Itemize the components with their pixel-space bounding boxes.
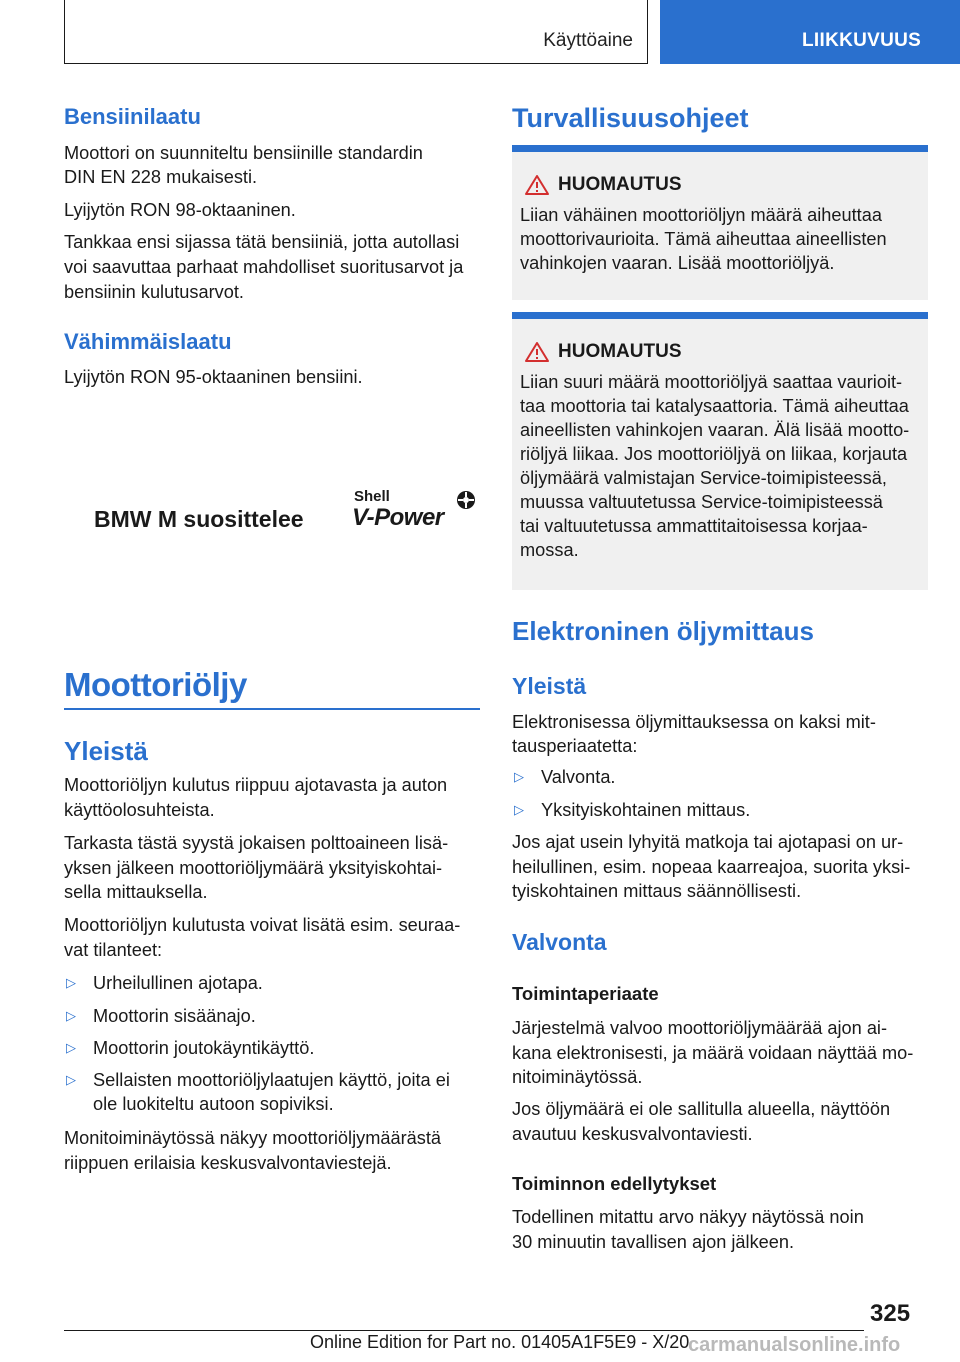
vpower-logo-text: V-Power xyxy=(352,504,444,531)
chapter-heading-rule xyxy=(64,708,480,710)
paragraph-line: Jos öljymäärä ei ole sallitulla alueella, näyttöön xyxy=(512,1099,891,1119)
notice-line: öljymäärä valmistajan Service-toimipisteessä, xyxy=(520,468,887,488)
paragraph-line: voi saavuttaa parhaat mahdolliset suoritusarvot ja xyxy=(64,257,464,277)
bullet-triangle-icon: ▷ xyxy=(514,802,524,817)
footer-rule xyxy=(64,1330,864,1331)
list-item-text: ole luokiteltu autoon sopiviksi. xyxy=(93,1094,334,1114)
notice-line: mossa. xyxy=(520,540,579,560)
paragraph-line: kana elektronisesti, ja määrä voidaan näyttää mo- xyxy=(512,1043,914,1063)
list-item xyxy=(64,1036,511,1060)
paragraph-line: Tarkasta tästä syystä jokaisen polttoaineen lisä- xyxy=(64,833,449,853)
vpower-badge-icon xyxy=(456,490,476,510)
paragraph-line: 30 minuutin tavallisen ajon jälkeen. xyxy=(512,1232,795,1252)
paragraph-line: DIN EN 228 mukaisesti. xyxy=(64,167,258,187)
paragraph-line: Moottori on suunniteltu bensiinille standardin xyxy=(64,143,423,163)
bullet-triangle-icon: ▷ xyxy=(66,1072,76,1087)
notice-line: aineellisten vahinkojen vaaran. Älä lisää mootto- xyxy=(520,420,910,440)
notice-box xyxy=(512,145,928,300)
paragraph-line: riippuen erilaisia keskusvalvontaviestejä. xyxy=(64,1153,392,1173)
notice-line: muussa valtuutetussa Service-toimipisteessä xyxy=(520,492,883,512)
header-chapter-label: LIIKKUVUUS xyxy=(802,30,922,51)
subheading-edellytykset: Toiminnon edellytykset xyxy=(512,1173,717,1194)
warning-triangle-icon xyxy=(524,341,550,363)
paragraph-line: Jos ajat usein lyhyitä matkoja tai ajotapasi on ur- xyxy=(512,832,904,852)
list-item xyxy=(64,1004,511,1028)
paragraph-line: sella mittauksella. xyxy=(64,882,208,902)
shell-vpower-logo xyxy=(352,488,480,532)
list-item-text: Moottorin joutokäyntikäyttö. xyxy=(93,1038,315,1058)
chapter-heading-moottorioljy: Moottoriöljy xyxy=(64,666,247,703)
section-heading-bensiinilaatu: Bensiinilaatu xyxy=(64,104,201,129)
paragraph-line: Moottoriöljyn kulutus riippuu ajotavasta ja auton xyxy=(64,775,448,795)
header-section-box xyxy=(64,0,648,64)
paragraph-line: Todellinen mitattu arvo näkyy näytössä noin xyxy=(512,1207,864,1227)
list-item xyxy=(512,765,957,789)
paragraph-line: avautuu keskusvalvontaviesti. xyxy=(512,1124,753,1144)
edition-info: Online Edition for Part no. 01405A1F5E9 - X/20 xyxy=(310,1332,690,1352)
section-heading-vahimmaislaatu: Vähimmäislaatu xyxy=(64,329,232,354)
list-item xyxy=(512,798,957,822)
notice-line: moottorivaurioita. Tämä aiheuttaa aineellisten xyxy=(520,229,887,249)
list-item xyxy=(64,1068,511,1116)
paragraph-line: Elektronisessa öljymittauksessa on kaksi mit- xyxy=(512,712,876,732)
notice-title-text: HUOMAUTUS xyxy=(558,341,682,362)
paragraph-line: Monitoiminäytössä näkyy moottoriöljymäärästä xyxy=(64,1128,442,1148)
bullet-triangle-icon: ▷ xyxy=(66,1040,76,1055)
section-heading-elektroninen: Elektroninen öljymittaus xyxy=(512,616,814,646)
paragraph-line: bensiinin kulutusarvot. xyxy=(64,282,244,302)
paragraph-line: tyiskohtainen mittaus säännöllisesti. xyxy=(512,881,802,901)
notice-line: vahinkojen vaaran. Lisää moottoriöljyä. xyxy=(520,253,835,273)
warning-triangle-icon xyxy=(524,174,550,196)
paragraph-line: Tankkaa ensi sijassa tätä bensiiniä, jotta autollasi xyxy=(64,232,460,252)
paragraph-line: Moottoriöljyn kulutusta voivat lisätä esim. seuraa- xyxy=(64,915,461,935)
shell-logo-text: Shell xyxy=(354,488,390,505)
section-heading-yleista: Yleistä xyxy=(64,736,148,766)
header-section-label: Käyttöaine xyxy=(543,30,633,51)
bullet-triangle-icon: ▷ xyxy=(66,1008,76,1023)
bmw-recommends-text: BMW M suosittelee xyxy=(94,506,304,532)
section-heading-valvonta: Valvonta xyxy=(512,929,607,955)
notice-title xyxy=(520,172,920,198)
paragraph-line: vat tilanteet: xyxy=(64,940,163,960)
notice-title-text: HUOMAUTUS xyxy=(558,174,682,195)
section-heading-yleista: Yleistä xyxy=(512,673,587,699)
subheading-toimintaperiaate: Toimintaperiaate xyxy=(512,983,659,1004)
list-item-text: Moottorin sisäänajo. xyxy=(93,1006,256,1026)
list-item-text: Sellaisten moottoriöljylaatujen käyttö, joita ei xyxy=(93,1070,450,1090)
paragraph-line: käyttöolosuhteista. xyxy=(64,800,215,820)
notice-line: riöljyä liikaa. Jos moottoriöljyä on liikaa, korjauta xyxy=(520,444,908,464)
list-item-text: Urheilullinen ajotapa. xyxy=(93,973,263,993)
list-item xyxy=(64,971,511,995)
paragraph-line: yksen jälkeen moottoriöljymäärä yksityiskohtai- xyxy=(64,858,443,878)
bullet-triangle-icon: ▷ xyxy=(66,975,76,990)
watermark: carmanualsonline.info xyxy=(688,1334,901,1356)
notice-title xyxy=(520,339,920,365)
page-number: 325 xyxy=(870,1300,911,1327)
paragraph-line: Lyijytön RON 98-oktaaninen. xyxy=(64,200,296,220)
paragraph-line: Järjestelmä valvoo moottoriöljymäärää ajon ai- xyxy=(512,1018,888,1038)
bullet-triangle-icon: ▷ xyxy=(514,769,524,784)
list-item-text: Valvonta. xyxy=(541,767,616,787)
notice-box xyxy=(512,312,928,590)
list-item-text: Yksityiskohtainen mittaus. xyxy=(541,800,751,820)
paragraph-line: tausperiaatetta: xyxy=(512,736,638,756)
section-heading-turvallisuusohjeet: Turvallisuusohjeet xyxy=(512,103,749,133)
paragraph-line: heilullinen, esim. nopeaa kaarreajoa, suorita yksi- xyxy=(512,857,911,877)
notice-line: Liian suuri määrä moottoriöljyä saattaa vaurioit- xyxy=(520,372,903,392)
paragraph-line: nitoiminäytössä. xyxy=(512,1067,643,1087)
paragraph-line: Lyijytön RON 95-oktaaninen bensiini. xyxy=(64,367,363,387)
notice-line: tai valtuutetussa ammattitaitoisessa korjaa- xyxy=(520,516,868,536)
notice-line: Liian vähäinen moottoriöljyn määrä aiheuttaa xyxy=(520,205,882,225)
header-chapter-tab[interactable] xyxy=(660,0,960,64)
notice-line: taa moottoria tai katalysaattoria. Tämä aiheuttaa xyxy=(520,396,909,416)
